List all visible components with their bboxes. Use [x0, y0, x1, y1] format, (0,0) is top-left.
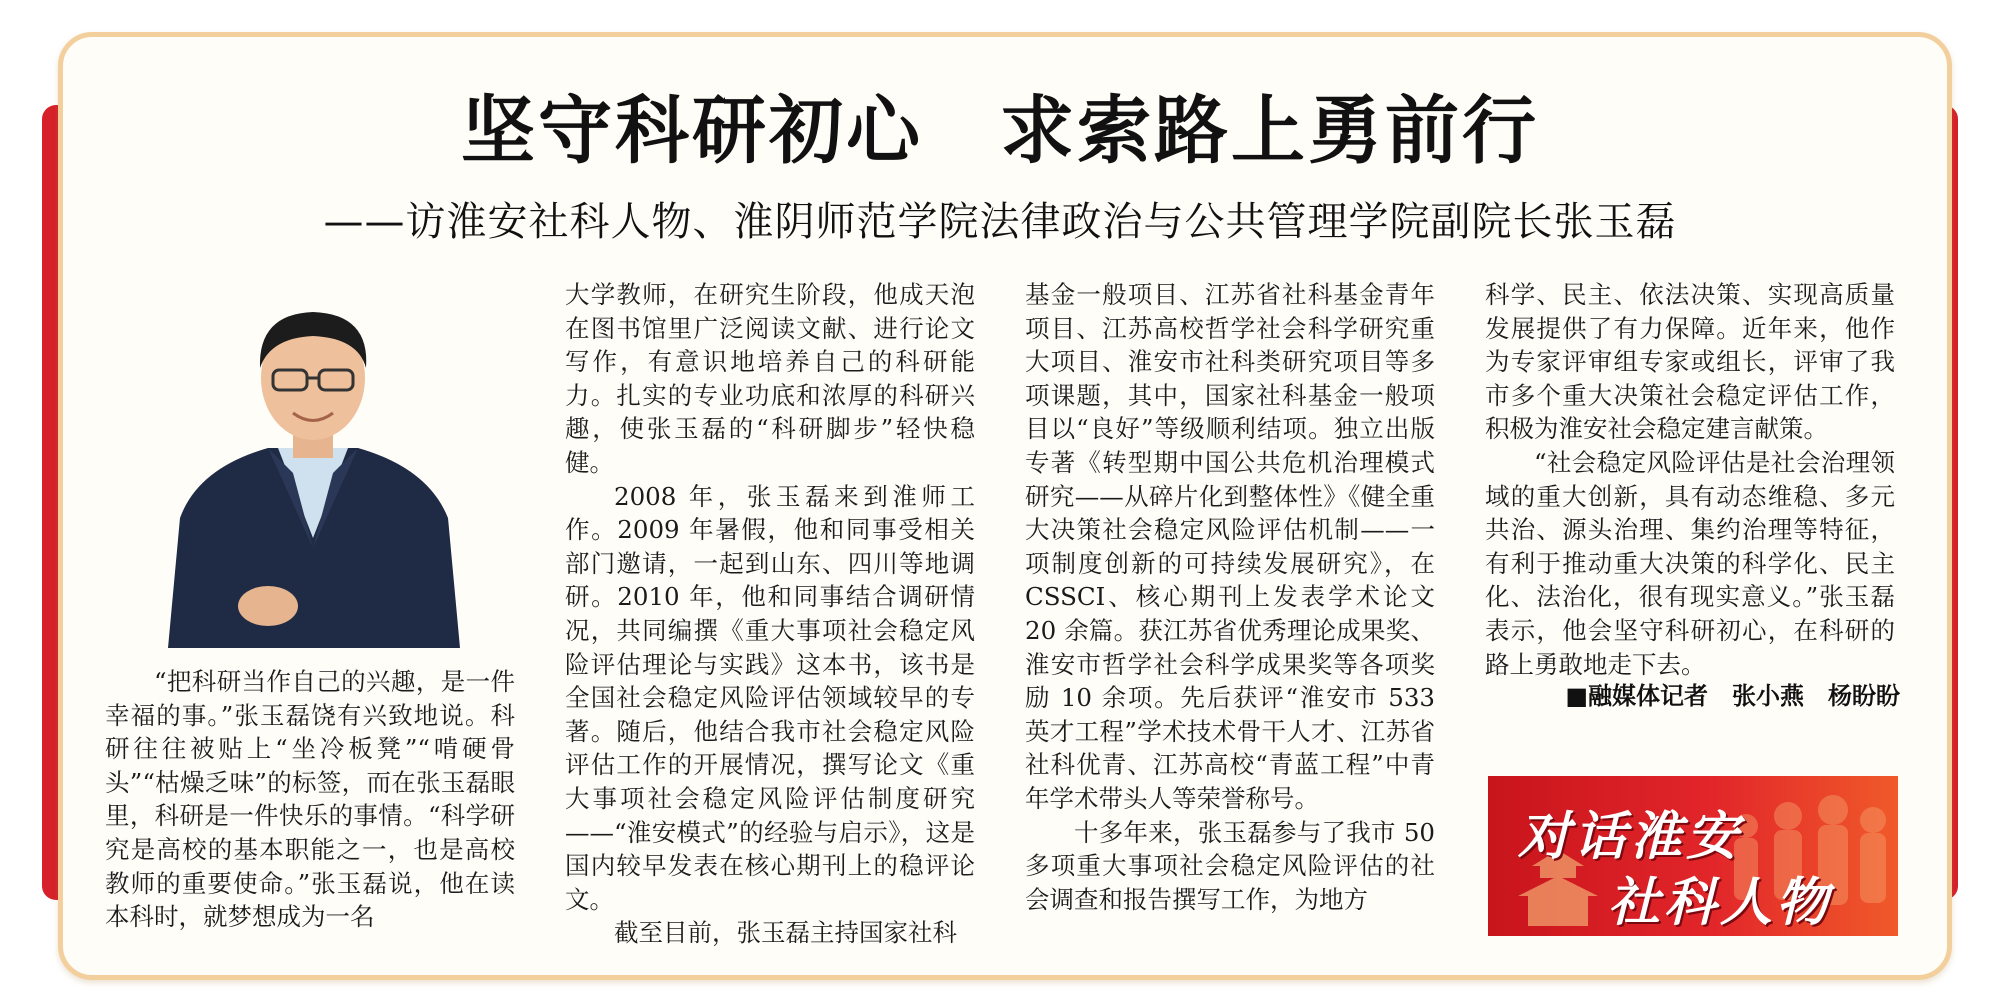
- article-subtitle: ——访淮安社科人物、淮阴师范学院法律政治与公共管理学院副院长张玉磊: [323, 199, 1677, 245]
- column-banner: [1488, 776, 1898, 936]
- banner-title-line-1: 对话淮安: [1518, 806, 1743, 867]
- paragraph: 大学教师，在研究生阶段，他成天泡在图书馆里广泛阅读文献、进行论文写作，有意识地培养自己的科研能力。扎实的专业功底和浓厚的科研兴趣，使张玉磊的“科研脚步”轻快稳健。: [565, 280, 975, 477]
- paragraph: 2008 年，张玉磊来到淮师工作。2009 年暑假，他和同事受相关部门邀请，一起到山东、四川等地调研。2010 年，他和同事结合调研情况，共同编撰《重大事项社会稳定风险评估理论与实践》这本书，该书是全国社会稳定风险评估领域较早的专著。随后，他结合我市社会稳定风险评估工作的开展情况，撰写论文《重大事项社会稳定风险评估制度研究——“淮安模式”的经验与启示》，这是国内较早发表在核心期刊上的稳评论文。: [565, 481, 975, 914]
- paragraph: 截至目前，张玉磊主持国家社科: [614, 918, 957, 948]
- article-column-2: [565, 278, 975, 950]
- paragraph: “社会稳定风险评估是社会治理领域的重大创新，具有动态维稳、多元共治、源头治理、集约治理等特征，有利于推动重大决策的科学化、民主化、法治化，很有现实意义。”张玉磊表示，他会坚守科研初心，在科研的路上勇敢地走下去。: [1485, 447, 1895, 679]
- article-title: 坚守科研初心 求索路上勇前行: [461, 88, 1539, 174]
- paragraph: “把科研当作自己的兴趣，是一件幸福的事。”张玉磊饶有兴致地说。科研往往被贴上“坐冷板凳”“啃硬骨头”“枯燥乏味”的标签，而在张玉磊眼里，科研是一件快乐的事情。“科学研究是高校的基本职能之一，也是高校教师的重要使命。”张玉磊说，他在读本科时，就梦想成为一名: [105, 667, 515, 932]
- banner-title-line-2: 社科人物: [1608, 872, 1833, 933]
- portrait-photo: [158, 288, 468, 648]
- paragraph: 基金一般项目、江苏省社科基金青年项目、江苏高校哲学社会科学研究重大项目、淮安市社科类研究项目等多项课题，其中，国家社科基金一般项目以“良好”等级顺利结项。独立出版专著《转型期中国公共危机治理模式研究——从碎片化到整体性》《健全重大决策社会稳定风险评估机制——一项制度创新的可持续发展研究》，在 CSSCI、核心期刊上发表学术论文 20 余篇。获江苏省优秀理论成果奖、淮安市哲学社会科学成果奖等各项奖励 10 余项。先后获评“淮安市 533 英才工程”学术技术骨干人才、江苏省社科优青、江苏高校“青蓝工程”中青年学术带头人等荣誉称号。: [1025, 280, 1435, 813]
- article-column-4: [1485, 278, 1895, 681]
- article-column-3: [1025, 278, 1435, 916]
- article-column-1: [105, 665, 515, 934]
- paragraph: 十多年来，张玉磊参与了我市 50 多项重大事项社会稳定风险评估的社会调查和报告撰写工作，为地方: [1025, 817, 1435, 914]
- paragraph: 科学、民主、依法决策、实现高质量发展提供了有力保障。近年来，他作为专家评审组专家或组长，评审了我市多个重大决策社会稳定评估工作，积极为淮安社会稳定建言献策。: [1485, 280, 1895, 444]
- reporter-byline: ■融媒体记者 张小燕 杨盼盼: [1565, 682, 1900, 710]
